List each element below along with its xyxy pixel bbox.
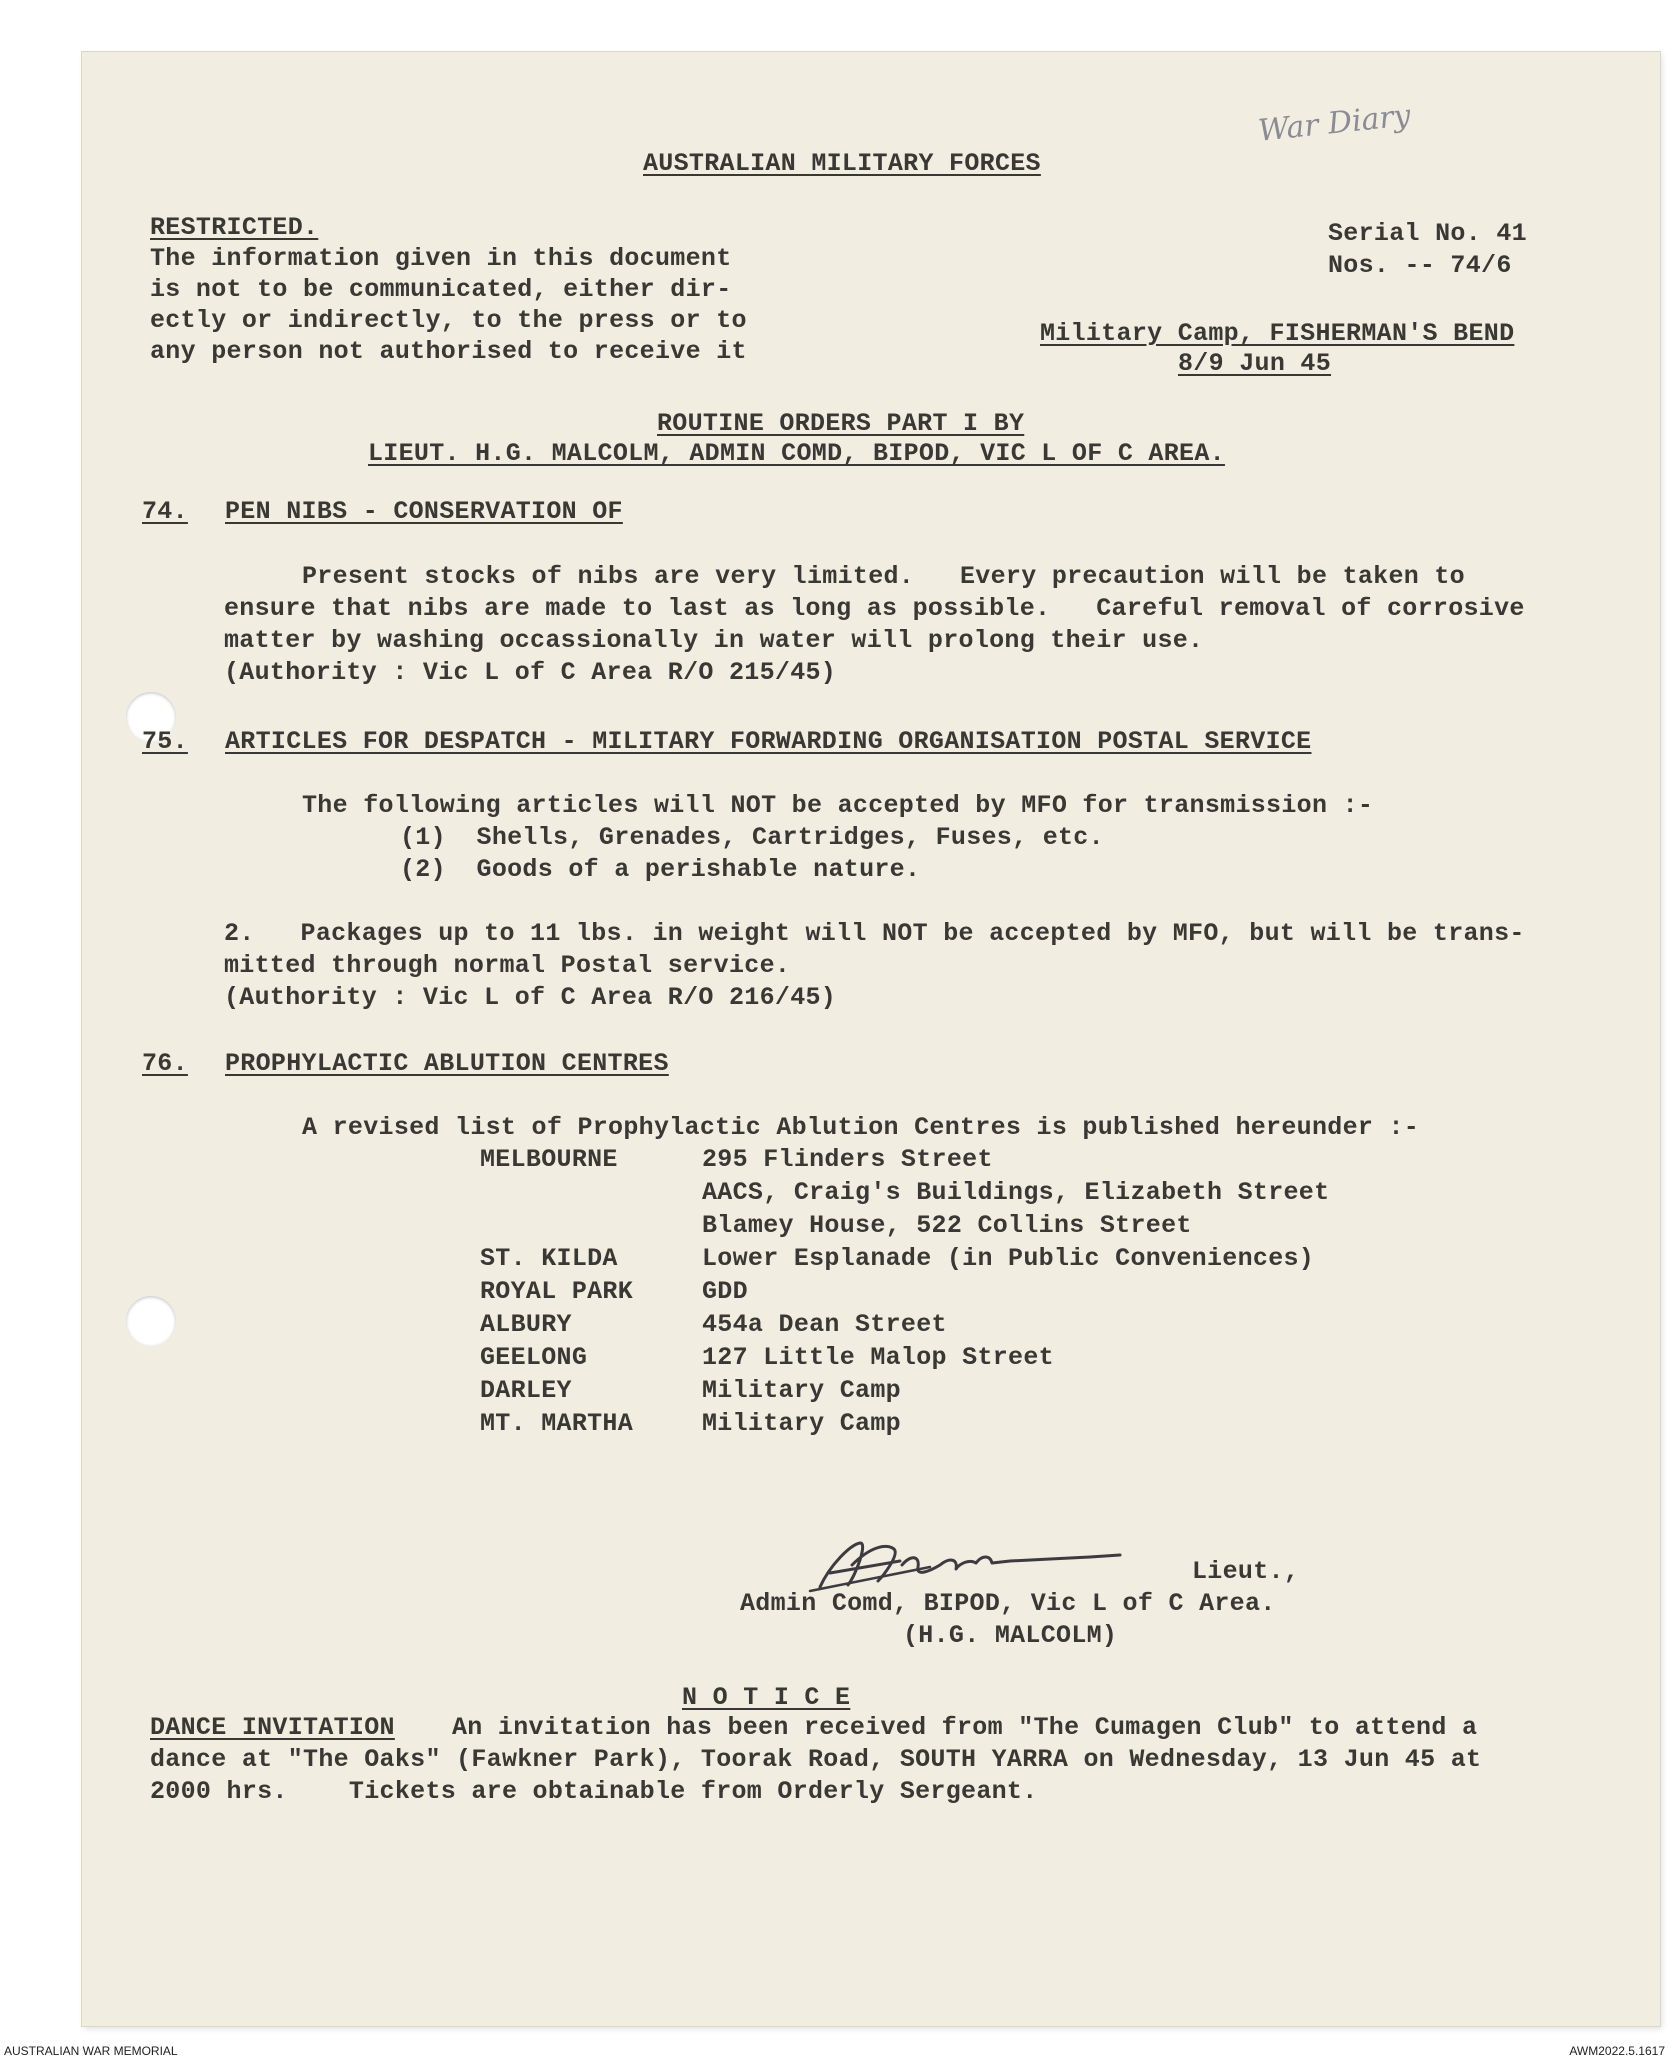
- authority-line: (Authority : Vic L of C Area R/O 215/45): [224, 658, 837, 687]
- section-heading: PEN NIBS - CONSERVATION OF: [225, 497, 623, 526]
- body-line: A revised list of Prophylactic Ablution Centres is published hereunder :-: [302, 1113, 1420, 1142]
- body-line: Present stocks of nibs are very limited. Every precaution will be taken to: [302, 562, 1465, 591]
- section-number: 74.: [142, 497, 188, 526]
- list-item: (1) Shells, Grenades, Cartridges, Fuses, etc.: [400, 823, 1104, 852]
- centre-place: ROYAL PARK: [480, 1277, 634, 1306]
- notice-title: N O T I C E: [682, 1683, 851, 1712]
- document-title: AUSTRALIAN MILITARY FORCES: [643, 149, 1041, 178]
- centre-address: Military Camp: [702, 1376, 901, 1405]
- signature-rank: Lieut.,: [1192, 1557, 1300, 1586]
- centre-address: Military Camp: [702, 1409, 901, 1438]
- restricted-text-line: any person not authorised to receive it: [150, 337, 747, 366]
- notice-line: dance at "The Oaks" (Fawkner Park), Toorak Road, SOUTH YARRA on Wednesday, 13 Jun 45 at: [150, 1745, 1482, 1774]
- orders-title: ROUTINE ORDERS PART I BY: [657, 409, 1025, 438]
- notice-label: DANCE INVITATION: [150, 1713, 395, 1742]
- punch-hole: [126, 1296, 176, 1346]
- nos-number: Nos. -- 74/6: [1328, 251, 1512, 280]
- section-number: 75.: [142, 727, 188, 756]
- footer-credit: AUSTRALIAN WAR MEMORIAL: [4, 2044, 178, 2058]
- body-line: mitted through normal Postal service.: [224, 951, 791, 980]
- centre-place: ST. KILDA: [480, 1244, 618, 1273]
- orders-issuer: LIEUT. H.G. MALCOLM, ADMIN COMD, BIPOD, VIC L OF C AREA.: [368, 439, 1225, 468]
- date: 8/9 Jun 45: [1178, 349, 1332, 378]
- centre-address: 127 Little Malop Street: [702, 1343, 1054, 1372]
- restricted-heading: RESTRICTED.: [150, 213, 319, 242]
- footer-accession-number: AWM2022.5.1617: [1569, 2044, 1665, 2058]
- restricted-text-line: ectly or indirectly, to the press or to: [150, 306, 747, 335]
- notice-line: An invitation has been received from "The Cumagen Club" to attend a: [452, 1713, 1478, 1742]
- centre-place: GEELONG: [480, 1343, 588, 1372]
- centre-address: GDD: [702, 1277, 748, 1306]
- authority-line: (Authority : Vic L of C Area R/O 216/45): [224, 983, 837, 1012]
- centre-address: AACS, Craig's Buildings, Elizabeth Street: [702, 1178, 1330, 1207]
- body-line: 2. Packages up to 11 lbs. in weight will NOT be accepted by MFO, but will be trans-: [224, 919, 1525, 948]
- body-line: ensure that nibs are made to last as long as possible. Careful removal of corrosive: [224, 594, 1525, 623]
- handwritten-annotation: War Diary: [1256, 98, 1413, 149]
- centre-place: DARLEY: [480, 1376, 572, 1405]
- centre-place: ALBURY: [480, 1310, 572, 1339]
- centre-address: 454a Dean Street: [702, 1310, 947, 1339]
- centre-place: MT. MARTHA: [480, 1409, 634, 1438]
- section-number: 76.: [142, 1049, 188, 1078]
- centre-address: Lower Esplanade (in Public Conveniences): [702, 1244, 1315, 1273]
- body-line: The following articles will NOT be accepted by MFO for transmission :-: [302, 791, 1374, 820]
- body-line: matter by washing occassionally in water will prolong their use.: [224, 626, 1204, 655]
- restricted-text-line: The information given in this document: [150, 244, 732, 273]
- centre-address: Blamey House, 522 Collins Street: [702, 1211, 1192, 1240]
- centre-place: MELBOURNE: [480, 1145, 618, 1174]
- location: Military Camp, FISHERMAN'S BEND: [1040, 319, 1515, 348]
- list-item: (2) Goods of a perishable nature.: [400, 855, 921, 884]
- signature-name: (H.G. MALCOLM): [903, 1621, 1118, 1650]
- section-heading: ARTICLES FOR DESPATCH - MILITARY FORWARDING ORGANISATION POSTAL SERVICE: [225, 727, 1312, 756]
- notice-line: 2000 hrs. Tickets are obtainable from Orderly Sergeant.: [150, 1777, 1038, 1806]
- serial-number: Serial No. 41: [1328, 219, 1527, 248]
- centre-address: 295 Flinders Street: [702, 1145, 993, 1174]
- signature-appointment: Admin Comd, BIPOD, Vic L of C Area.: [740, 1589, 1276, 1618]
- section-heading: PROPHYLACTIC ABLUTION CENTRES: [225, 1049, 669, 1078]
- restricted-text-line: is not to be communicated, either dir-: [150, 275, 732, 304]
